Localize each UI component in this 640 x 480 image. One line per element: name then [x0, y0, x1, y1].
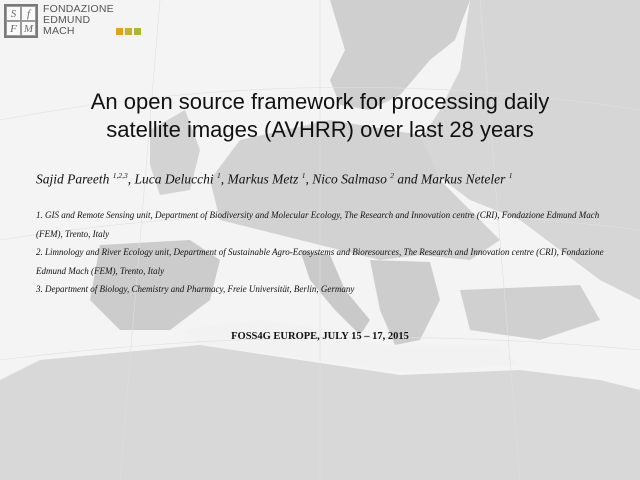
- affiliation: 1. GIS and Remote Sensing unit, Department of Biodiversity and Molecular Ecology, The Research and Innovation centre (CRI), Fondazione Edmund Mach (FEM), Trento, Italy: [36, 210, 600, 239]
- author-affiliation-number: 1: [508, 171, 513, 180]
- author-name: Luca Delucchi: [134, 171, 217, 187]
- logo-emblem-icon: [4, 4, 38, 38]
- author-separator: ,: [305, 171, 313, 187]
- author-separator: and: [394, 171, 421, 187]
- author-name: Nico Salmaso: [312, 171, 391, 187]
- logo-line-2: EDMUND: [43, 14, 91, 26]
- title-line-1: An open source framework for processing daily: [90, 89, 550, 114]
- event-name: FOSS4G EUROPE, JULY 15 – 17, 2015: [231, 331, 409, 342]
- logo-square: [116, 28, 123, 35]
- author-list: [36, 171, 626, 188]
- author-name: Markus Neteler: [421, 171, 509, 187]
- logo-wordmark: [43, 4, 141, 35]
- author-affiliation-number: 1: [301, 171, 306, 180]
- author-affiliation-number: 1,2,3: [112, 171, 128, 180]
- author-separator: ,: [127, 171, 135, 187]
- fondazione-edmund-mach-logo: [4, 4, 141, 38]
- logo-letter: M: [21, 21, 36, 36]
- title-line-2: satellite images (AVHRR) over last 28 years: [106, 117, 534, 142]
- logo-letter: f: [21, 6, 36, 21]
- author-name: Markus Metz: [227, 171, 302, 187]
- logo-color-squares: [116, 28, 141, 35]
- affiliation: 3. Department of Biology, Chemistry and Pharmacy, Freie Universität, Berlin, Germany: [36, 284, 355, 294]
- logo-letter: S: [6, 6, 21, 21]
- affiliation-list: [36, 206, 626, 299]
- author-separator: ,: [220, 171, 228, 187]
- author-affiliation-number: 2: [390, 171, 394, 180]
- logo-letter: F: [6, 21, 21, 36]
- logo-square: [134, 28, 141, 35]
- logo-square: [125, 28, 132, 35]
- author-affiliation-number: 1: [216, 171, 221, 180]
- logo-line-1: FONDAZIONE: [43, 3, 114, 15]
- logo-line-3: MACH: [43, 25, 75, 37]
- author-name: Sajid Pareeth: [36, 171, 113, 187]
- slide-title: [20, 88, 620, 144]
- affiliation: 2. Limnology and River Ecology unit, Department of Sustainable Agro-Ecosystems and Bioresources, The Research and Innovation centre (CRI), Fondazione Edmund Mach (FEM), Trento, Italy: [36, 247, 604, 276]
